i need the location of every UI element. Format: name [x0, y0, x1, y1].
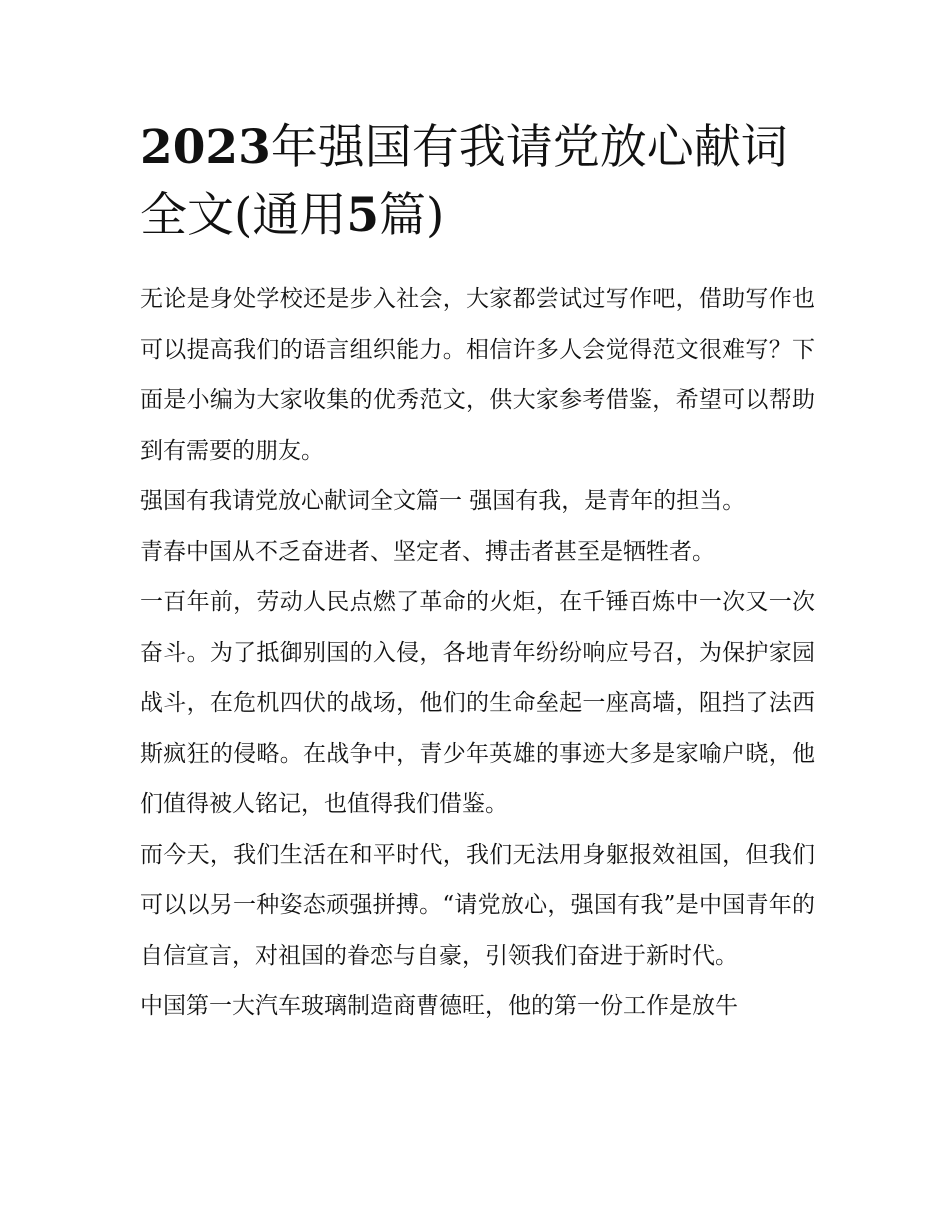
document-title — [140, 0, 815, 250]
paragraph: 而今天，我们生活在和平时代，我们无法用身躯报效祖国，但我们可以以另一种姿态顽强拼搏。“请党放心，强国有我”是中国青年的自信宣言，对祖国的眷恋与自豪，引领我们奋进于新时代。 — [140, 841, 815, 969]
paragraph: 中国第一大汽车玻璃制造商曹德旺，他的第一份工作是放牛 — [140, 993, 738, 1019]
paragraph: 青春中国从不乏奋进者、坚定者、搏击者甚至是牺牲者。 — [140, 538, 715, 565]
document-page — [140, 0, 815, 1031]
paragraph: 一百年前，劳动人民点燃了革命的火炬，在千锤百炼中一次又一次奋斗。为了抵御别国的入侵，各地青年纷纷响应号召，为保护家园战斗，在危机四伏的战场，他们的生命垒起一座高墙，阻挡了法西斯疯狂的侵略。在战争中，青少年英雄的事迹大多是家喻户晓，他们值得被人铭记，也值得我们借鉴。 — [140, 589, 815, 817]
paragraph-intro: 无论是身处学校还是步入社会，大家都尝试过写作吧，借助写作也可以提高我们的语言组织能力。相信许多人会觉得范文很难写？下面是小编为大家收集的优秀范文，供大家参考借鉴，希望可以帮助到有需要的朋友。 — [140, 286, 815, 464]
title-year: 2023 — [140, 120, 271, 175]
title-text-part1: 年强国有我请党放心献词全文(通用 — [140, 120, 788, 243]
document-body — [140, 274, 815, 1031]
paragraph-section-heading: 强国有我请党放心献词全文篇一 强国有我，是青年的担当。 — [140, 488, 746, 514]
title-text-part2: 篇) — [379, 188, 445, 243]
title-number: 5 — [346, 188, 380, 243]
